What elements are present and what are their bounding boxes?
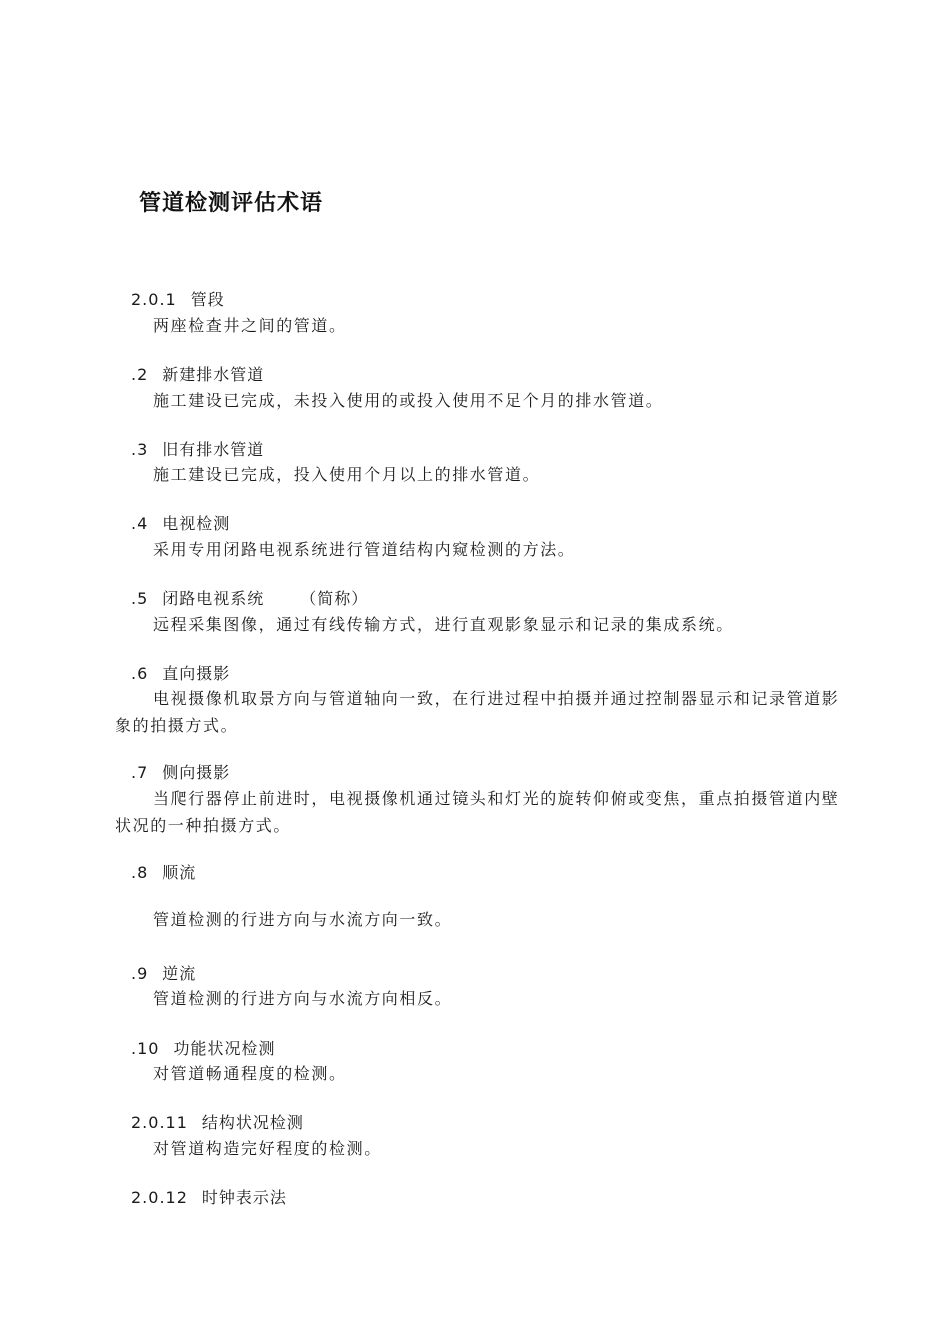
term-definition: 当爬行器停止前进时，电视摄像机通过镜头和灯光的旋转仰俯或变焦，重点拍摄管道内壁状况的一种拍摄方式。: [115, 789, 840, 835]
term-heading: [131, 1188, 287, 1208]
term-definition: 采用专用闭路电视系统进行管道结构内窥检测的方法。: [153, 540, 576, 559]
term-number: .2: [131, 365, 149, 384]
term-definition: 对管道畅通程度的检测。: [153, 1064, 347, 1083]
term-definition: 管道检测的行进方向与水流方向一致。: [153, 910, 453, 929]
term-heading: [131, 514, 230, 534]
term-heading: [131, 1113, 304, 1133]
term-heading: [131, 863, 196, 883]
term-abbreviation-note: （简称）: [300, 589, 369, 608]
term-name: 结构状况检测: [201, 1113, 304, 1132]
term-name: 功能状况检测: [173, 1039, 276, 1058]
term-definition: 远程采集图像，通过有线传输方式，进行直观影象显示和记录的集成系统。: [153, 615, 734, 634]
term-number: .6: [131, 664, 149, 683]
term-definition: 电视摄像机取景方向与管道轴向一致，在行进过程中拍摄并通过控制器显示和记录管道影象的拍摄方式。: [115, 689, 840, 735]
term-number: .8: [131, 863, 149, 882]
term-name: 直向摄影: [162, 664, 231, 683]
term-heading: [131, 664, 230, 684]
term-definition: 对管道构造完好程度的检测。: [153, 1139, 382, 1158]
page-title: 管道检测评估术语: [139, 191, 324, 216]
term-heading: [131, 763, 230, 783]
term-number: .9: [131, 964, 149, 983]
term-name: 时钟表示法: [201, 1188, 287, 1207]
term-number: .4: [131, 514, 149, 533]
term-definition: 施工建设已完成，投入使用个月以上的排水管道。: [153, 465, 541, 484]
term-name: 逆流: [162, 964, 197, 983]
term-number: 2.0.1: [131, 290, 177, 309]
term-name: 侧向摄影: [162, 763, 231, 782]
term-number: 2.0.12: [131, 1188, 188, 1207]
term-heading: [131, 290, 225, 310]
term-heading: [131, 589, 368, 609]
term-number: .5: [131, 589, 149, 608]
term-name: 电视检测: [162, 514, 231, 533]
term-number: 2.0.11: [131, 1113, 188, 1132]
term-number: .3: [131, 440, 149, 459]
term-name: 旧有排水管道: [162, 440, 265, 459]
term-name: 管段: [190, 290, 225, 309]
term-name: 新建排水管道: [162, 365, 265, 384]
term-number: .10: [131, 1039, 160, 1058]
term-definition: 管道检测的行进方向与水流方向相反。: [153, 989, 453, 1008]
term-name: 顺流: [162, 863, 197, 882]
term-number: .7: [131, 763, 149, 782]
term-heading: [131, 365, 264, 385]
term-heading: [131, 440, 264, 460]
term-heading: [131, 964, 196, 984]
term-definition: 施工建设已完成，未投入使用的或投入使用不足个月的排水管道。: [153, 391, 664, 410]
term-heading: [131, 1039, 275, 1059]
term-name: 闭路电视系统: [162, 589, 265, 608]
term-definition: 两座检查井之间的管道。: [153, 316, 347, 335]
